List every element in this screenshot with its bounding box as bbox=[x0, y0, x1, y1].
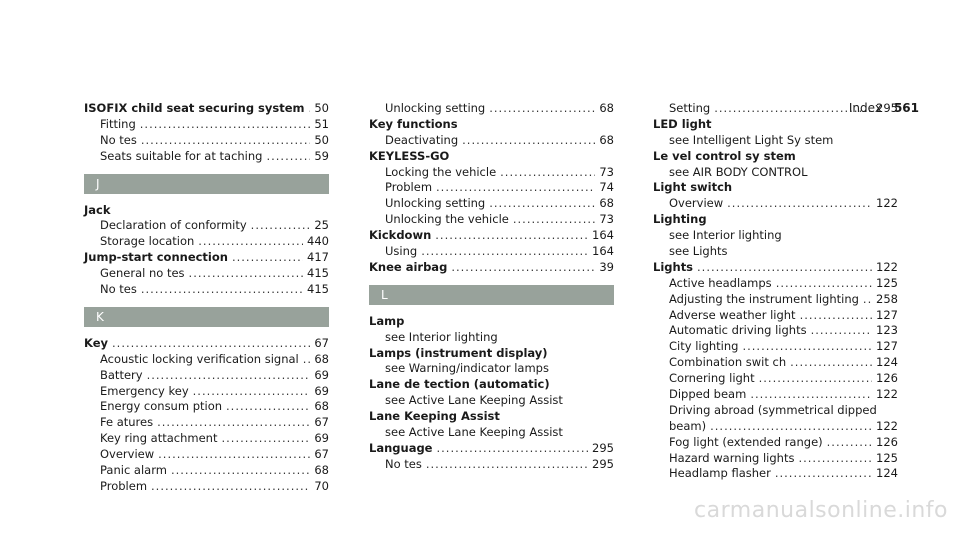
see-reference: see Warning/indicator lamps bbox=[385, 361, 549, 376]
index-subentry bbox=[84, 218, 329, 234]
page-reference: 127 bbox=[876, 339, 898, 354]
page-reference: 258 bbox=[876, 291, 898, 306]
page-number: 561 bbox=[893, 101, 919, 115]
leader-dots bbox=[309, 101, 311, 117]
index-subentry bbox=[84, 149, 329, 165]
index-subentry bbox=[653, 435, 898, 451]
index-entry bbox=[369, 377, 614, 393]
page-reference: 295 bbox=[876, 101, 898, 115]
index-entry bbox=[369, 409, 614, 425]
index-subentry bbox=[369, 101, 614, 117]
page-reference: 25 bbox=[314, 218, 329, 233]
page-reference: 164 bbox=[592, 228, 614, 243]
leader-dots bbox=[435, 228, 588, 244]
leader-dots bbox=[251, 218, 311, 234]
entry-label: No tes bbox=[385, 456, 422, 471]
see-reference: Driving abroad (symmetrical dipped bbox=[669, 402, 877, 417]
index-subentry bbox=[84, 384, 329, 400]
entry-label: Declaration of conformity bbox=[100, 218, 247, 233]
header-title: Index bbox=[848, 101, 882, 115]
page-reference: 122 bbox=[876, 259, 898, 274]
entry-label: Key functions bbox=[369, 116, 458, 131]
leader-dots bbox=[811, 323, 872, 339]
index-subentry bbox=[653, 276, 898, 292]
entry-label: Lighting bbox=[653, 212, 707, 227]
leader-dots bbox=[141, 133, 310, 149]
page-reference: 415 bbox=[307, 282, 329, 297]
index-subentry bbox=[653, 466, 898, 482]
entry-label: KEYLESS-GO bbox=[369, 148, 450, 163]
entry-label: Key ring attachment bbox=[100, 431, 218, 446]
index-subentry bbox=[653, 339, 898, 355]
leader-dots bbox=[759, 371, 872, 387]
page-reference: 164 bbox=[592, 244, 614, 259]
index-column-3 bbox=[653, 101, 898, 482]
entry-label: Lane de tection (automatic) bbox=[369, 377, 550, 392]
entry-label: Energy consum ption bbox=[100, 399, 223, 414]
index-subentry bbox=[653, 451, 898, 467]
entry-label: No tes bbox=[100, 282, 137, 297]
entry-label: Seats suitable for at taching bbox=[100, 148, 263, 163]
index-entry bbox=[653, 260, 898, 276]
see-reference: see Interior lighting bbox=[385, 329, 498, 344]
page-reference: 68 bbox=[599, 101, 614, 115]
index-entry bbox=[369, 260, 614, 276]
leader-dots bbox=[112, 336, 310, 352]
entry-label: Panic alarm bbox=[100, 463, 167, 478]
entry-label: Cornering light bbox=[669, 371, 755, 386]
page-reference: 73 bbox=[599, 164, 614, 179]
see-reference: see Lights bbox=[669, 244, 728, 259]
page-reference: 69 bbox=[314, 431, 329, 446]
entry-label: Setting bbox=[669, 101, 711, 115]
index-column-2 bbox=[369, 101, 614, 473]
entry-label: Lamp bbox=[369, 313, 405, 328]
entry-label: Le vel control sy stem bbox=[653, 148, 796, 163]
index-subentry bbox=[84, 117, 329, 133]
index-subentry bbox=[653, 323, 898, 339]
index-subentry bbox=[369, 457, 614, 473]
index-subentry bbox=[369, 196, 614, 212]
index-subentry bbox=[84, 368, 329, 384]
entry-label: Jump-start connection bbox=[84, 250, 228, 265]
leader-dots bbox=[232, 250, 303, 266]
index-subentry bbox=[369, 180, 614, 196]
index-subentry bbox=[653, 292, 898, 308]
page-reference: 124 bbox=[876, 466, 898, 481]
page-reference: 69 bbox=[314, 367, 329, 382]
page-reference: 67 bbox=[314, 335, 329, 350]
page-reference: 123 bbox=[876, 323, 898, 338]
leader-dots bbox=[489, 196, 595, 212]
see-reference: see Active Lane Keeping Assist bbox=[385, 425, 563, 440]
index-entry bbox=[653, 149, 898, 165]
entry-label: Adverse weather light bbox=[669, 307, 796, 322]
entry-label: Language bbox=[369, 440, 433, 455]
page-reference: 68 bbox=[314, 351, 329, 366]
leader-dots bbox=[462, 133, 595, 149]
index-subentry bbox=[653, 387, 898, 403]
leader-dots bbox=[221, 431, 310, 447]
leader-dots bbox=[436, 180, 595, 196]
leader-dots bbox=[750, 387, 872, 403]
index-subentry bbox=[84, 463, 329, 479]
section-letter-bar: J bbox=[84, 174, 329, 194]
page-reference: 122 bbox=[876, 196, 898, 211]
entry-label: Storage location bbox=[100, 234, 195, 249]
leader-dots bbox=[140, 117, 311, 133]
entry-label: LED light bbox=[653, 116, 712, 131]
page-reference: 126 bbox=[876, 371, 898, 386]
index-subentry bbox=[84, 399, 329, 415]
entry-label: ISOFIX child seat securing system bbox=[84, 101, 305, 115]
leader-dots bbox=[437, 441, 589, 457]
index-entry bbox=[369, 441, 614, 457]
entry-label: Overview bbox=[100, 447, 155, 462]
index-subentry bbox=[84, 133, 329, 149]
page-reference: 122 bbox=[876, 387, 898, 402]
index-subentry bbox=[653, 101, 898, 117]
entry-label: Lights bbox=[653, 259, 694, 274]
index-subentry bbox=[84, 447, 329, 463]
index-entry bbox=[84, 203, 329, 219]
entry-label: Automatic driving lights bbox=[669, 323, 807, 338]
page-reference: 68 bbox=[314, 463, 329, 478]
entry-label: beam) bbox=[669, 418, 707, 433]
see-reference: see Active Lane Keeping Assist bbox=[385, 393, 563, 408]
leader-dots bbox=[266, 149, 310, 165]
index-subentry bbox=[653, 355, 898, 371]
index-subentry bbox=[369, 165, 614, 181]
leader-dots bbox=[827, 435, 872, 451]
see-reference: see Interior lighting bbox=[669, 228, 782, 243]
leader-dots bbox=[863, 292, 872, 308]
leader-dots bbox=[426, 457, 588, 473]
page-reference: 295 bbox=[592, 440, 614, 455]
index-subentry bbox=[653, 419, 898, 435]
index-subentry bbox=[369, 244, 614, 260]
page-reference: 415 bbox=[307, 266, 329, 281]
page-reference: 124 bbox=[876, 355, 898, 370]
leader-dots bbox=[727, 196, 872, 212]
page-reference: 39 bbox=[599, 259, 614, 274]
index-subentry bbox=[369, 133, 614, 149]
page-reference: 73 bbox=[599, 212, 614, 227]
entry-label: Light switch bbox=[653, 180, 733, 195]
page-reference: 50 bbox=[314, 101, 329, 115]
section-letter-bar: L bbox=[369, 285, 614, 305]
index-column-1 bbox=[84, 101, 329, 495]
index-entry bbox=[369, 228, 614, 244]
index-subentry bbox=[653, 196, 898, 212]
entry-label: Acoustic locking verification signal bbox=[100, 351, 299, 366]
index-entry bbox=[653, 180, 898, 196]
leader-dots bbox=[800, 308, 872, 324]
page-reference: 127 bbox=[876, 307, 898, 322]
page-reference: 440 bbox=[307, 234, 329, 249]
index-entry bbox=[369, 346, 614, 362]
index-entry bbox=[84, 101, 329, 117]
entry-label: Lane Keeping Assist bbox=[369, 409, 500, 424]
index-entry bbox=[369, 314, 614, 330]
entry-label: Fitting bbox=[100, 116, 136, 131]
page-reference: 51 bbox=[314, 116, 329, 131]
entry-label: Hazard warning lights bbox=[669, 450, 795, 465]
index-subentry bbox=[653, 371, 898, 387]
index-subentry bbox=[84, 352, 329, 368]
leader-dots bbox=[198, 234, 303, 250]
entry-label: No tes bbox=[100, 132, 137, 147]
leader-dots bbox=[158, 447, 310, 463]
leader-dots bbox=[226, 399, 310, 415]
entry-label: Fog light (extended range) bbox=[669, 434, 823, 449]
leader-dots bbox=[189, 266, 304, 282]
entry-label: Jack bbox=[84, 202, 111, 217]
page-reference: 69 bbox=[314, 383, 329, 398]
page-reference: 70 bbox=[314, 478, 329, 493]
entry-label: Headlamp flasher bbox=[669, 466, 771, 481]
index-entry bbox=[369, 117, 614, 133]
page-reference: 67 bbox=[314, 415, 329, 430]
entry-label: Kickdown bbox=[369, 228, 432, 243]
page-reference: 295 bbox=[592, 456, 614, 471]
entry-label: Dipped beam bbox=[669, 387, 747, 402]
page-reference: 68 bbox=[314, 399, 329, 414]
leader-dots bbox=[790, 355, 872, 371]
section-letter-bar: K bbox=[84, 307, 329, 327]
index-subentry bbox=[84, 234, 329, 250]
entry-label: Battery bbox=[100, 367, 143, 382]
entry-label: Adjusting the instrument lighting bbox=[669, 291, 859, 306]
leader-dots bbox=[489, 101, 595, 117]
index-subentry bbox=[84, 266, 329, 282]
leader-dots bbox=[151, 479, 310, 495]
leader-dots bbox=[513, 212, 596, 228]
index-subentry bbox=[653, 308, 898, 324]
leader-dots bbox=[193, 384, 311, 400]
entry-label: Problem bbox=[100, 478, 148, 493]
page-reference: 68 bbox=[599, 196, 614, 211]
entry-label: Unlocking the vehicle bbox=[385, 212, 509, 227]
entry-label: Fe atures bbox=[100, 415, 154, 430]
page-reference: 67 bbox=[314, 447, 329, 462]
page-reference: 68 bbox=[599, 132, 614, 147]
leader-dots bbox=[421, 244, 588, 260]
leader-dots bbox=[697, 260, 872, 276]
entry-label: Using bbox=[385, 244, 418, 259]
see-reference: see Intelligent Light Sy stem bbox=[669, 132, 834, 147]
leader-dots bbox=[798, 451, 872, 467]
leader-dots bbox=[451, 260, 595, 276]
entry-label: Unlocking setting bbox=[385, 101, 486, 115]
entry-label: City lighting bbox=[669, 339, 739, 354]
watermark: carmanualsonline.info bbox=[694, 498, 948, 523]
entry-label: Unlocking setting bbox=[385, 196, 486, 211]
entry-label: Combination swit ch bbox=[669, 355, 787, 370]
page-reference: 59 bbox=[314, 148, 329, 163]
page-reference: 125 bbox=[876, 450, 898, 465]
entry-label: Active headlamps bbox=[669, 275, 772, 290]
leader-dots bbox=[303, 352, 311, 368]
page-reference: 125 bbox=[876, 275, 898, 290]
leader-dots bbox=[141, 282, 303, 298]
entry-label: Emergency key bbox=[100, 383, 189, 398]
leader-dots bbox=[500, 165, 595, 181]
leader-dots bbox=[147, 368, 311, 384]
entry-label: Knee airbag bbox=[369, 259, 448, 274]
leader-dots bbox=[157, 415, 310, 431]
leader-dots bbox=[714, 101, 872, 117]
index-entry bbox=[84, 250, 329, 266]
entry-label: Problem bbox=[385, 180, 433, 195]
index-subentry bbox=[84, 282, 329, 298]
leader-dots bbox=[776, 276, 872, 292]
index-subentry bbox=[84, 415, 329, 431]
leader-dots bbox=[710, 419, 872, 435]
entry-label: Key bbox=[84, 335, 109, 350]
entry-label: Overview bbox=[669, 196, 724, 211]
page-reference: 50 bbox=[314, 132, 329, 147]
index-entry bbox=[84, 336, 329, 352]
index-subentry bbox=[84, 431, 329, 447]
index-entry bbox=[653, 212, 898, 228]
entry-label: General no tes bbox=[100, 266, 185, 281]
leader-dots bbox=[171, 463, 310, 479]
index-subentry bbox=[369, 212, 614, 228]
index-entry bbox=[653, 117, 898, 133]
page-reference: 417 bbox=[307, 250, 329, 265]
entry-label: Locking the vehicle bbox=[385, 164, 497, 179]
page-reference: 74 bbox=[599, 180, 614, 195]
index-subentry bbox=[84, 479, 329, 495]
page-reference: 126 bbox=[876, 434, 898, 449]
leader-dots bbox=[775, 466, 872, 482]
entry-label: Lamps (instrument display) bbox=[369, 345, 548, 360]
page-reference: 122 bbox=[876, 418, 898, 433]
index-entry bbox=[369, 149, 614, 165]
leader-dots bbox=[742, 339, 872, 355]
entry-label: Deactivating bbox=[385, 132, 459, 147]
see-reference: see AIR BODY CONTROL bbox=[669, 164, 808, 179]
